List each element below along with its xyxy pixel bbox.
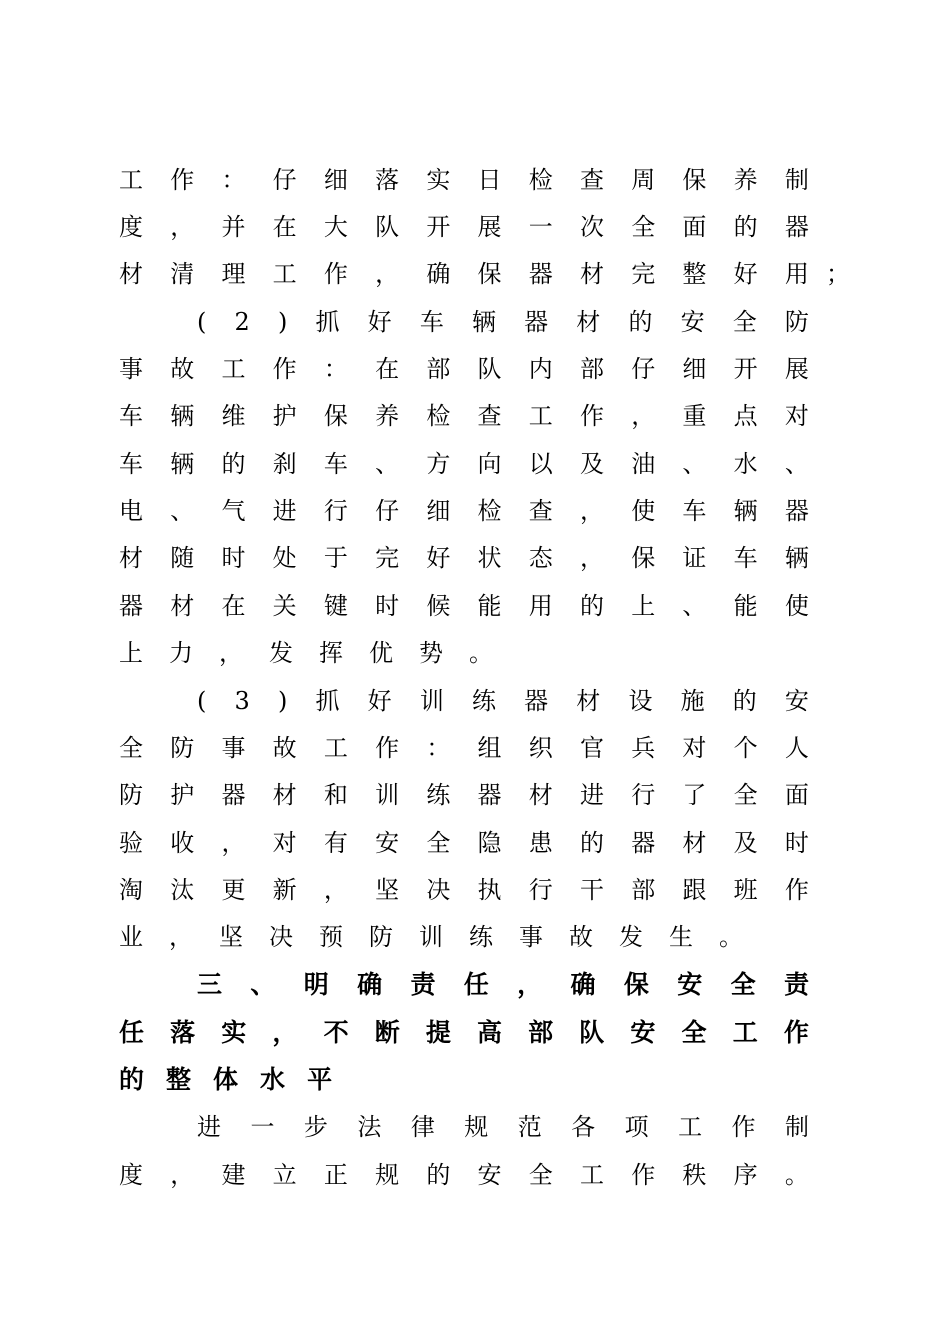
text-line: 电 、 气 进 行 仔 细 检 查 ， 使 车 辆 器 (119, 497, 809, 525)
text-line: 车 辆 的 刹 车 、 方 向 以 及 油 、 水 、 (119, 450, 809, 478)
text-line: 材 随 时 处 于 完 好 状 态 ， 保 证 车 辆 (119, 544, 809, 572)
section-heading: 任 落 实 ， 不 断 提 高 部 队 安 全 工 作 (119, 1018, 809, 1047)
text-line: 材 清 理 工 作 ， 确 保 器 材 完 整 好 用 (119, 260, 809, 288)
text-line: 事 故 工 作 ： 在 部 队 内 部 仔 细 开 展 (119, 355, 809, 383)
text-line-indented: 进 一 步 法 律 规 范 各 项 工 作 制 (197, 1113, 809, 1141)
text-line-last: 上 力 ， 发 挥 优 势 。 (119, 639, 493, 667)
text-line: 淘 汰 更 新 ， 坚 决 执 行 干 部 跟 班 作 (119, 876, 809, 904)
text-line: 度 ， 并 在 大 队 开 展 一 次 全 面 的 器 (119, 213, 809, 241)
text-line-indented: ( 2 ) 抓 好 车 辆 器 材 的 安 全 防 (197, 308, 809, 336)
text-line: 器 材 在 关 键 时 候 能 用 的 上 、 能 使 (119, 592, 809, 620)
trailing-semicolon: ； (826, 260, 850, 288)
text-line: 验 收 ， 对 有 安 全 隐 患 的 器 材 及 时 (119, 829, 809, 857)
section-heading: 三 、 明 确 责 任 ， 确 保 安 全 责 (197, 970, 809, 999)
text-line: 防 护 器 材 和 训 练 器 材 进 行 了 全 面 (119, 781, 809, 809)
text-line: 车 辆 维 护 保 养 检 查 工 作 ， 重 点 对 (119, 402, 809, 430)
text-line: 工 作 ： 仔 细 落 实 日 检 查 周 保 养 制 (119, 166, 809, 194)
section-heading-last: 的 整 体 水 平 (119, 1065, 333, 1094)
text-line-last: 业 ， 坚 决 预 防 训 练 事 故 发 生 。 (119, 923, 743, 951)
text-line: 全 防 事 故 工 作 ： 组 织 官 兵 对 个 人 (119, 734, 809, 762)
text-line-indented: ( 3 ) 抓 好 训 练 器 材 设 施 的 安 (197, 687, 809, 715)
text-line: 度 ， 建 立 正 规 的 安 全 工 作 秩 序 。 (119, 1161, 809, 1189)
